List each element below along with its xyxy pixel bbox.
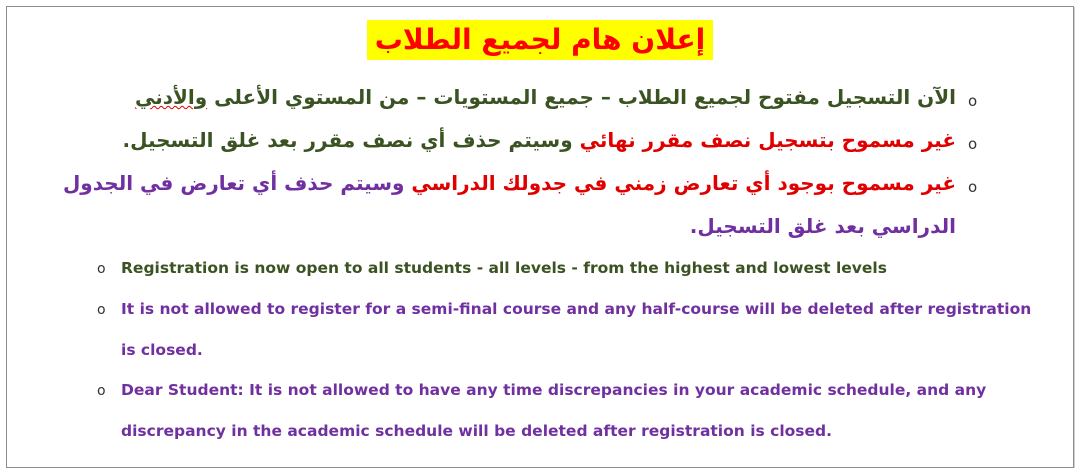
english-item-2-line-2: is closed.: [121, 341, 203, 359]
list-bullet: o: [968, 135, 978, 153]
arabic-item-3: [63, 171, 956, 195]
arabic-item-1: [135, 85, 956, 109]
list-bullet: o: [97, 261, 106, 277]
english-item-3: Dear Student: It is not allowed to have any time discrepancies in your academic schedule, and any: [121, 381, 987, 399]
arabic-item-2-green-text: وسيتم حذف أي نصف مقرر بعد غلق التسجيل.: [122, 128, 580, 152]
english-item-1: Registration is now open to all students - all levels - from the highest and lowest levels: [121, 259, 887, 277]
english-item-3-line-2: discrepancy in the academic schedule will be deleted after registration is closed.: [121, 422, 833, 440]
arabic-item-2-red-text: غير مسموح بتسجيل نصف مقرر نهائي: [579, 128, 956, 152]
list-bullet: o: [968, 178, 978, 196]
list-bullet: o: [968, 92, 978, 110]
arabic-item-2: [123, 128, 956, 152]
english-item-2: It is not allowed to register for a semi-final course and any half-course will be deleted after registration: [121, 300, 1032, 318]
arabic-item-1-flagged-word: والأدني: [135, 85, 208, 109]
arabic-item-3-red-text: غير مسموح بوجود أي تعارض زمني في جدولك الدراسي: [411, 171, 956, 195]
arabic-item-3-purple-text: وسيتم حذف أي تعارض في الجدول: [62, 171, 412, 195]
arabic-item-1-text: الآن التسجيل مفتوح لجميع الطلاب – جميع المستويات – من المستوي الأعلى: [207, 85, 956, 109]
arabic-item-3-line-2: الدراسي بعد غلق التسجيل.: [689, 214, 956, 238]
title-container: [0, 20, 1080, 60]
list-bullet: o: [97, 383, 106, 399]
announcement-title: إعلان هام لجميع الطلاب: [367, 20, 713, 60]
list-bullet: o: [97, 302, 106, 318]
